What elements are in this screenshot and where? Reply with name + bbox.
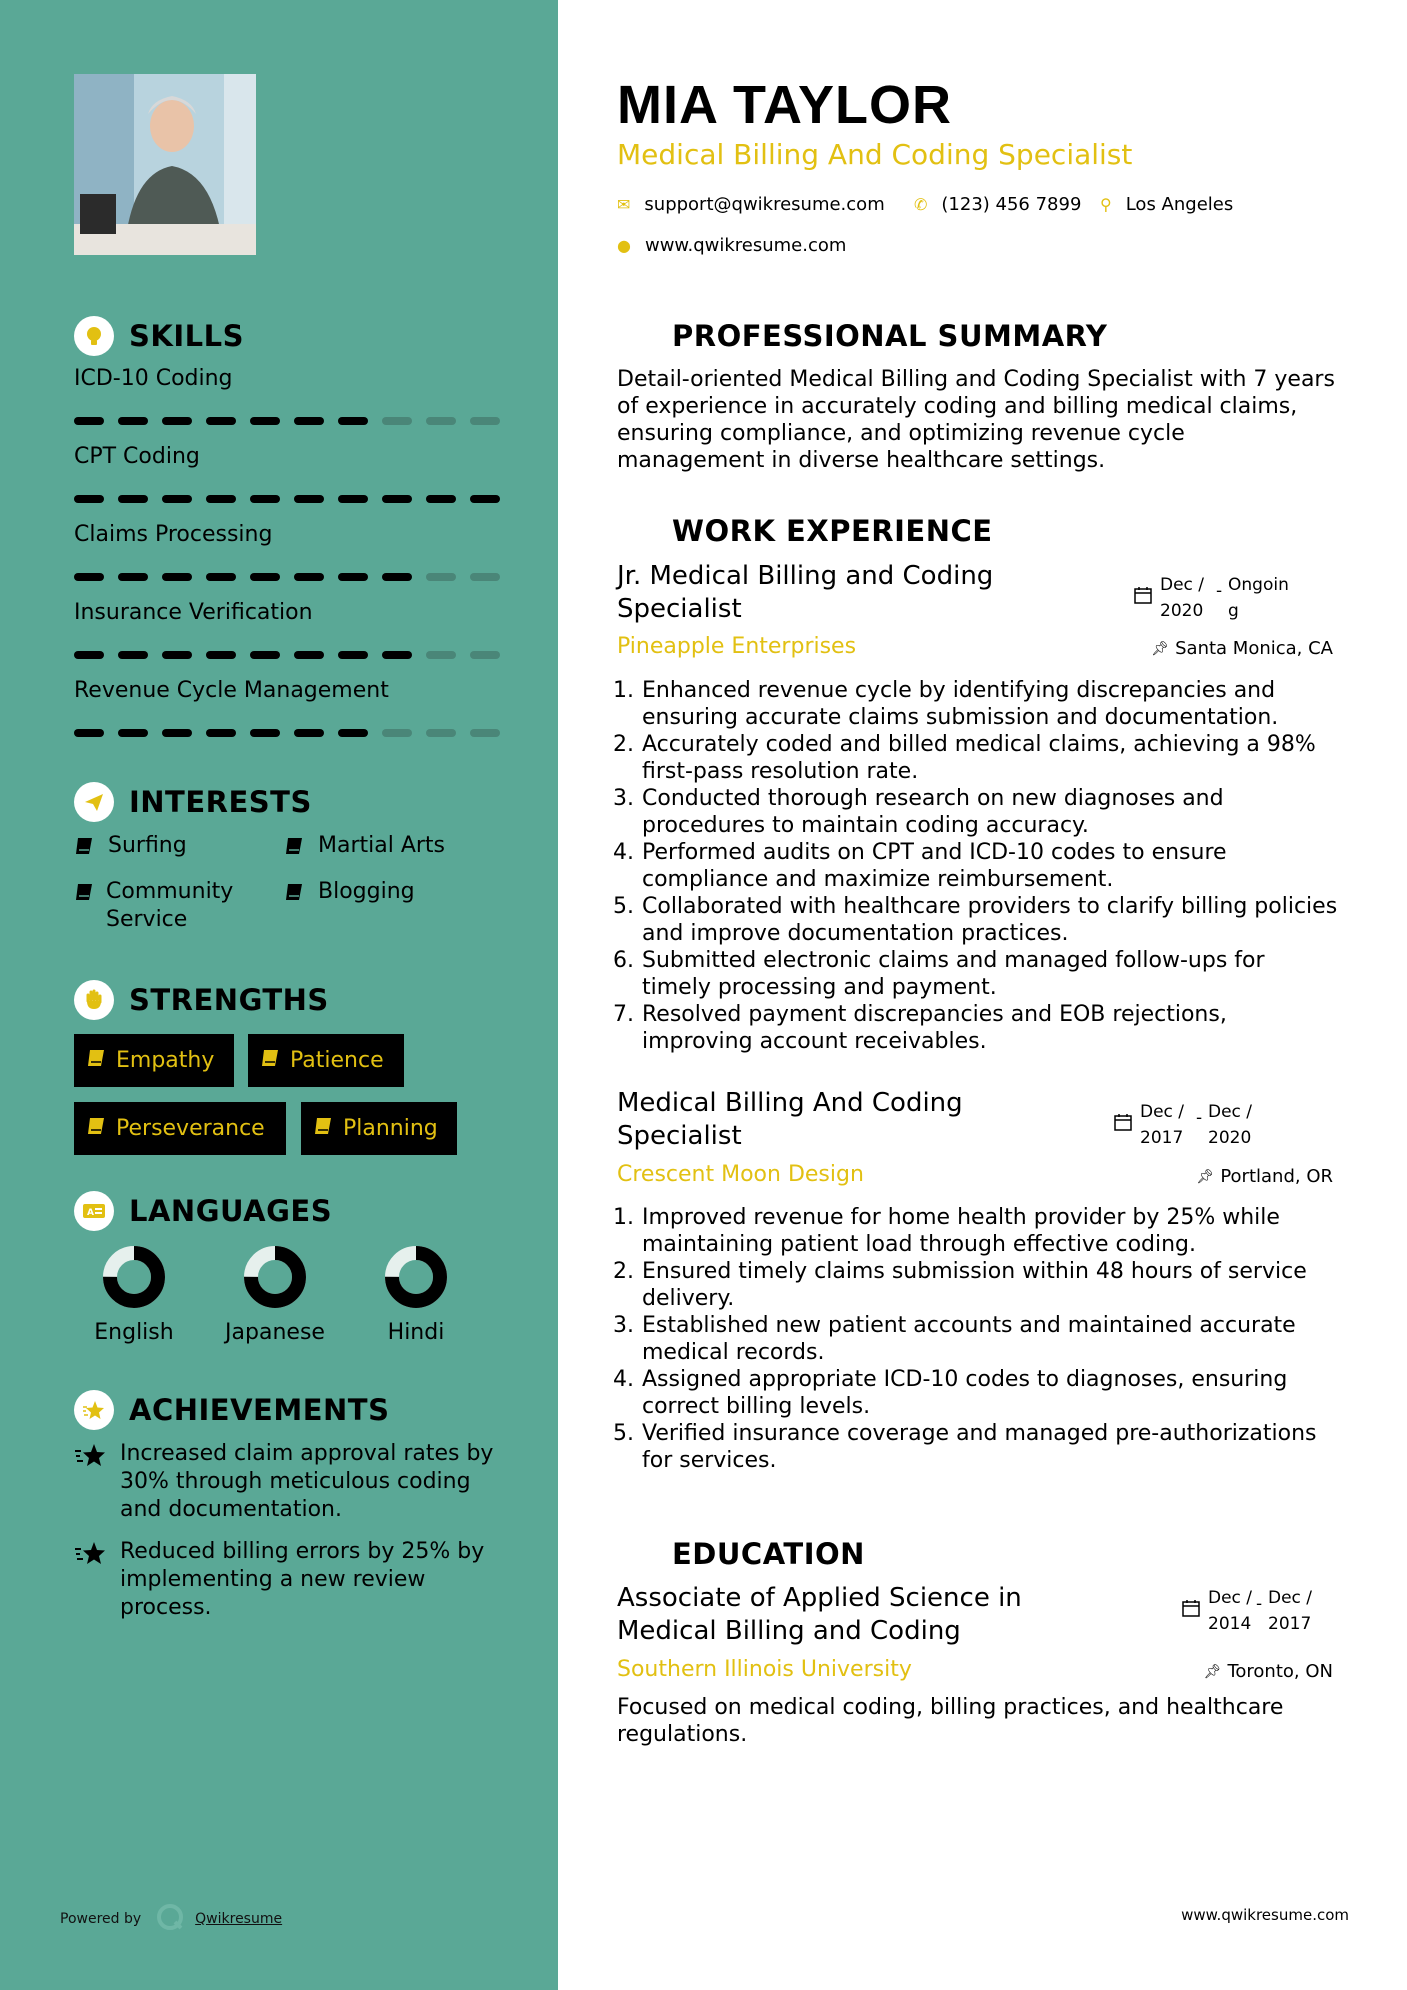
skill-dot-filled xyxy=(338,495,368,503)
skill-dot-filled xyxy=(118,417,148,425)
date-separator: - xyxy=(1216,581,1223,601)
bullet-text: Conducted thorough research on new diagnoses and procedures to maintain coding accuracy. xyxy=(642,786,1224,838)
strength-label: Planning xyxy=(343,1116,438,1141)
location-text: Los Angeles xyxy=(1125,194,1234,215)
qwikresume-logo-icon xyxy=(155,1902,185,1936)
interest-item xyxy=(74,832,187,864)
skill-dot-filled xyxy=(74,417,104,425)
interest-label: Blogging xyxy=(318,879,415,904)
profile-photo xyxy=(74,74,256,255)
experience-heading xyxy=(617,511,993,551)
calendar-icon xyxy=(1182,1599,1202,1637)
skill-label: Insurance Verification xyxy=(74,600,313,625)
strength-label: Empathy xyxy=(116,1048,215,1073)
skill-dot-filled xyxy=(206,573,236,581)
strengths-heading xyxy=(74,980,329,1020)
bullet-item: 7. Resolved payment discrepancies and EOB rejections, improving account receivables. xyxy=(608,1001,1338,1055)
job-location-text: Santa Monica, CA xyxy=(1175,638,1333,659)
strength-label: Perseverance xyxy=(116,1116,265,1141)
contact-location xyxy=(1100,194,1233,215)
book-icon xyxy=(284,836,306,864)
education-heading-text: EDUCATION xyxy=(672,1537,865,1571)
skill-dot-filled xyxy=(206,729,236,737)
skill-dot-filled xyxy=(162,495,192,503)
website-text[interactable]: www.qwikresume.com xyxy=(644,235,847,256)
skill-dot-filled xyxy=(382,651,412,659)
bullet-item: 5. Verified insurance coverage and managed pre-authorizations for services. xyxy=(608,1420,1338,1474)
job-location-text: Portland, OR xyxy=(1220,1166,1333,1187)
skill-dot-filled xyxy=(162,573,192,581)
email-text[interactable]: support@qwikresume.com xyxy=(644,194,885,215)
strength-chip xyxy=(74,1102,286,1155)
bullet-text: Resolved payment discrepancies and EOB rejections, improving account receivables. xyxy=(642,1002,1227,1054)
bullet-text: Accurately coded and billed medical claims, achieving a 98% first-pass resolution rate. xyxy=(642,732,1316,784)
skills-heading xyxy=(74,316,244,356)
job-dates xyxy=(1134,572,1304,624)
achievement-text: Reduced billing errors by 25% by implementing a new review process. xyxy=(120,1539,485,1620)
sidebar xyxy=(0,0,558,1990)
bullet-text: Submitted electronic claims and managed follow-ups for timely processing and payment. xyxy=(642,948,1265,1000)
company-name: Crescent Moon Design xyxy=(617,1162,864,1187)
bullet-item: 3. Established new patient accounts and maintained accurate medical records. xyxy=(608,1312,1338,1366)
skill-dot-filled xyxy=(162,651,192,659)
skill-dot-filled xyxy=(426,495,456,503)
skill-dot-empty xyxy=(426,417,456,425)
job-title: Jr. Medical Billing and Coding Specialist xyxy=(617,561,994,624)
user-icon xyxy=(617,316,657,356)
bullet-item: 4. Assigned appropriate ICD-10 codes to diagnoses, ensuring correct billing levels. xyxy=(608,1366,1338,1420)
bullet-text: Improved revenue for home health provider by 25% while maintaining patient load through effective coding. xyxy=(642,1205,1280,1257)
pushpin-icon: 📌︎ xyxy=(1203,1663,1222,1680)
phone-icon: ✆ xyxy=(914,195,928,214)
language-donut xyxy=(383,1244,449,1310)
skills-heading-text: SKILLS xyxy=(129,319,244,353)
skill-meter xyxy=(74,729,504,737)
hand-icon xyxy=(74,980,114,1020)
achievement-item xyxy=(74,1538,494,1622)
bullet-item: 3. Conducted thorough research on new diagnoses and procedures to maintain coding accuracy. xyxy=(608,785,1338,839)
skill-dot-empty xyxy=(470,573,500,581)
job-bullets xyxy=(608,677,1338,1055)
date-separator: - xyxy=(1196,1108,1203,1128)
svg-text:A: A xyxy=(87,1208,95,1218)
bullet-item: 6. Submitted electronic claims and managed follow-ups for timely processing and payment. xyxy=(608,947,1338,1001)
experience-heading-text: WORK EXPERIENCE xyxy=(672,514,993,548)
job-start-date: Dec / 2020 xyxy=(1160,575,1205,621)
job-bullets xyxy=(608,1204,1338,1474)
contact-website xyxy=(617,235,846,256)
skill-dot-empty xyxy=(470,729,500,737)
language-donut xyxy=(242,1244,308,1310)
skill-dot-filled xyxy=(118,495,148,503)
skill-dot-empty xyxy=(382,417,412,425)
skill-dot-empty xyxy=(426,651,456,659)
skill-dot-empty xyxy=(426,729,456,737)
job-start-date: Dec / 2017 xyxy=(1140,1102,1185,1148)
pushpin-icon: 📌︎ xyxy=(1196,1168,1215,1185)
skill-dot-filled xyxy=(338,573,368,581)
footer-url[interactable]: www.qwikresume.com xyxy=(1181,1906,1349,1924)
skill-dot-filled xyxy=(338,651,368,659)
interests-heading-text: INTERESTS xyxy=(129,785,312,819)
candidate-title: Medical Billing And Coding Specialist xyxy=(617,138,1133,171)
lightbulb-icon xyxy=(74,316,114,356)
education-start-date: Dec / 2014 xyxy=(1208,1588,1253,1634)
bullet-item: 1. Improved revenue for home health provider by 25% while maintaining patient load through effective coding. xyxy=(608,1204,1338,1258)
education-dates xyxy=(1182,1585,1316,1637)
powered-by xyxy=(60,1902,282,1936)
contact-email xyxy=(617,194,885,215)
languages-heading-text: LANGUAGES xyxy=(129,1194,333,1228)
book-icon xyxy=(284,882,306,910)
strengths-heading-text: STRENGTHS xyxy=(129,983,329,1017)
skill-item xyxy=(74,366,504,425)
skill-label: ICD-10 Coding xyxy=(74,366,233,391)
skill-dot-filled xyxy=(74,573,104,581)
contact-phone xyxy=(914,194,1081,215)
graduate-icon xyxy=(617,1534,657,1574)
language-donut xyxy=(101,1244,167,1310)
summary-heading xyxy=(617,316,1107,356)
skill-dot-filled xyxy=(294,651,324,659)
skill-dot-empty xyxy=(382,729,412,737)
job-title: Medical Billing And Coding Specialist xyxy=(617,1088,963,1151)
language-card-icon xyxy=(74,1191,114,1231)
skill-dot-filled xyxy=(338,729,368,737)
book-icon xyxy=(86,1048,106,1074)
skill-dot-empty xyxy=(470,651,500,659)
powered-by-text: Powered by xyxy=(60,1911,142,1927)
skill-dot-filled xyxy=(118,729,148,737)
bullet-text: Established new patient accounts and maintained accurate medical records. xyxy=(642,1313,1296,1365)
skill-item xyxy=(74,444,504,503)
interest-item xyxy=(284,878,415,910)
achievement-text: Increased claim approval rates by 30% through meticulous coding and documentation. xyxy=(120,1441,494,1522)
summary-text: Detail-oriented Medical Billing and Coding Specialist with 7 years of experience in accurately coding and billing medical claims, ensuring compliance, and optimizing revenue cycle management in diverse healthcare settings. xyxy=(617,367,1335,473)
skill-meter xyxy=(74,573,504,581)
achievements-heading-text: ACHIEVEMENTS xyxy=(129,1393,390,1427)
book-icon xyxy=(260,1048,280,1074)
strength-chip xyxy=(74,1034,234,1087)
achievements-heading xyxy=(74,1390,389,1430)
bullet-item: 1. Enhanced revenue cycle by identifying discrepancies and ensuring accurate claims submission and documentation. xyxy=(608,677,1338,731)
job-location xyxy=(1197,1166,1333,1187)
language-label: English xyxy=(94,1320,174,1345)
strength-label: Patience xyxy=(290,1048,384,1073)
skill-dot-filled xyxy=(338,417,368,425)
skill-dot-filled xyxy=(294,417,324,425)
bullet-text: Ensured timely claims submission within 48 hours of service delivery. xyxy=(642,1259,1307,1311)
brand-link[interactable]: Qwikresume xyxy=(195,1911,283,1927)
bullet-item: 2. Accurately coded and billed medical claims, achieving a 98% first-pass resolution rate. xyxy=(608,731,1338,785)
education-end-date: Dec / 2017 xyxy=(1268,1588,1313,1634)
language-label: Hindi xyxy=(387,1320,445,1345)
paper-plane-icon xyxy=(74,782,114,822)
date-separator: - xyxy=(1256,1594,1263,1614)
skill-dot-filled xyxy=(206,417,236,425)
interest-label: Community Service xyxy=(106,879,234,932)
skill-meter xyxy=(74,417,504,425)
bullet-item: 2. Ensured timely claims submission within 48 hours of service delivery. xyxy=(608,1258,1338,1312)
interest-label: Surfing xyxy=(108,833,187,858)
pushpin-icon: 📌︎ xyxy=(1151,640,1170,657)
skill-dot-filled xyxy=(470,495,500,503)
book-icon xyxy=(86,1116,106,1142)
skill-item xyxy=(74,678,504,737)
skill-dot-filled xyxy=(74,729,104,737)
skill-dot-empty xyxy=(426,573,456,581)
skill-label: CPT Coding xyxy=(74,444,200,469)
skill-dot-filled xyxy=(382,573,412,581)
achievement-item xyxy=(74,1440,494,1524)
skill-dot-filled xyxy=(74,495,104,503)
language-label: Japanese xyxy=(225,1320,325,1345)
school-name: Southern Illinois University xyxy=(617,1657,912,1682)
education-heading xyxy=(617,1534,865,1574)
skill-dot-filled xyxy=(294,495,324,503)
skill-dot-filled xyxy=(250,495,280,503)
interests-heading xyxy=(74,782,312,822)
language-item xyxy=(356,1244,476,1345)
interest-item xyxy=(74,878,254,934)
bullet-item: 4. Performed audits on CPT and ICD-10 codes to ensure compliance and maximize reimbursement. xyxy=(608,839,1338,893)
book-icon xyxy=(74,836,96,864)
skill-dot-filled xyxy=(118,651,148,659)
language-item xyxy=(74,1244,194,1345)
job-end-date: Dec / 2020 xyxy=(1208,1102,1253,1148)
education-description: Focused on medical coding, billing practices, and healthcare regulations. xyxy=(617,1695,1284,1747)
education-location-text: Toronto, ON xyxy=(1227,1661,1333,1682)
job-end-date: Ongoin g xyxy=(1228,575,1289,621)
degree-title: Associate of Applied Science in Medical Billing and Coding xyxy=(617,1583,1022,1646)
book-icon xyxy=(313,1116,333,1142)
skill-item xyxy=(74,600,504,659)
interest-item xyxy=(284,832,445,864)
skill-dot-filled xyxy=(74,651,104,659)
candidate-name: MIA TAYLOR xyxy=(617,75,953,135)
star-icon xyxy=(74,1390,114,1430)
skill-dot-filled xyxy=(294,729,324,737)
skill-dot-filled xyxy=(162,417,192,425)
globe-icon: ● xyxy=(617,236,631,255)
strength-chip xyxy=(248,1034,404,1087)
skill-dot-filled xyxy=(250,417,280,425)
language-item xyxy=(215,1244,335,1345)
calendar-icon xyxy=(1134,586,1154,624)
skill-dot-filled xyxy=(250,729,280,737)
skill-label: Revenue Cycle Management xyxy=(74,678,389,703)
briefcase-icon xyxy=(617,511,657,551)
bullet-text: Collaborated with healthcare providers to clarify billing policies and improve documentation practices. xyxy=(642,894,1338,946)
bullet-item: 5. Collaborated with healthcare providers to clarify billing policies and improve documentation practices. xyxy=(613,894,1338,946)
skill-dot-filled xyxy=(250,573,280,581)
envelope-icon: ✉ xyxy=(617,195,631,214)
skill-dot-empty xyxy=(470,417,500,425)
skill-dot-filled xyxy=(206,495,236,503)
skill-meter xyxy=(74,495,504,503)
skill-dot-filled xyxy=(118,573,148,581)
company-name: Pineapple Enterprises xyxy=(617,634,857,659)
skill-dot-filled xyxy=(294,573,324,581)
languages-heading xyxy=(74,1191,332,1231)
book-icon xyxy=(74,882,94,934)
summary-heading-text: PROFESSIONAL SUMMARY xyxy=(672,319,1108,353)
phone-text[interactable]: (123) 456 7899 xyxy=(941,194,1082,215)
star-icon xyxy=(74,1442,110,1524)
bullet-text: Enhanced revenue cycle by identifying discrepancies and ensuring accurate claims submission and documentation. xyxy=(642,678,1279,730)
interest-label: Martial Arts xyxy=(318,833,446,858)
strength-chip xyxy=(301,1102,457,1155)
education-location xyxy=(1204,1661,1333,1682)
skill-label: Claims Processing xyxy=(74,522,273,547)
bullet-text: Assigned appropriate ICD-10 codes to diagnoses, ensuring correct billing levels. xyxy=(642,1367,1288,1419)
bullet-text: Verified insurance coverage and managed pre-authorizations for services. xyxy=(642,1421,1317,1473)
star-icon xyxy=(74,1540,110,1622)
bullet-text: Performed audits on CPT and ICD-10 codes to ensure compliance and maximize reimbursement. xyxy=(642,840,1227,892)
skill-meter xyxy=(74,651,504,659)
map-pin-icon: ⚲ xyxy=(1100,195,1112,214)
skill-dot-filled xyxy=(206,651,236,659)
job-dates xyxy=(1114,1099,1264,1151)
calendar-icon xyxy=(1114,1113,1134,1151)
skill-dot-filled xyxy=(162,729,192,737)
job-location xyxy=(1151,638,1333,659)
skill-dot-filled xyxy=(250,651,280,659)
skill-dot-filled xyxy=(382,495,412,503)
skill-item xyxy=(74,522,504,581)
